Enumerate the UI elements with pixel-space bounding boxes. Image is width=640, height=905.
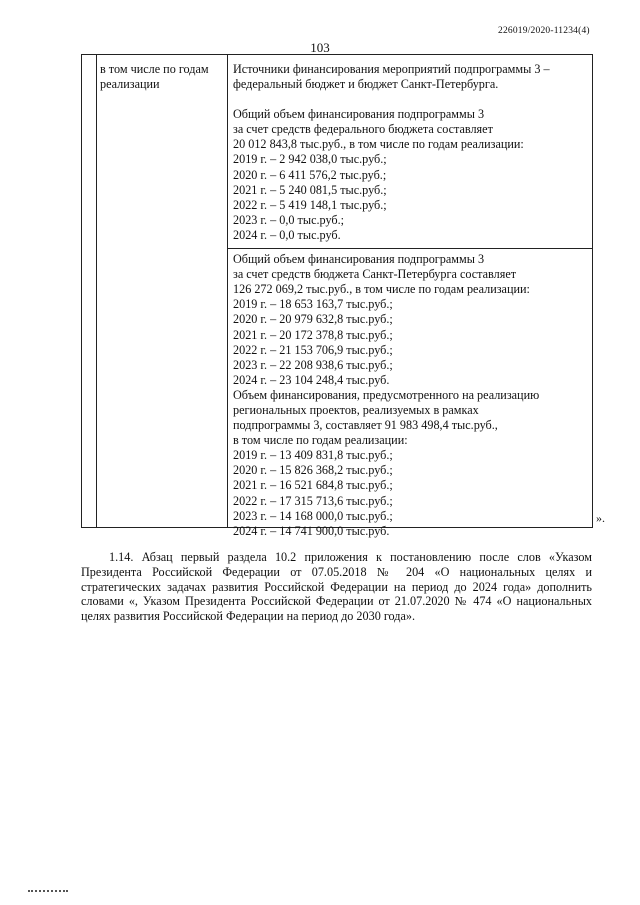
table-row-label: в том числе по годам реализации [96, 55, 228, 527]
cell-divider [228, 248, 592, 249]
document-id: 226019/2020-11234(4) [498, 26, 590, 36]
federal-budget-block: Общий объем финансирования подпрограммы 3 за счет средств федерального бюджета составляет 20 012 843,8 тыс.руб., в том числе по годам реализации: 2019 г. – 2 942 038,0 тыс.руб.; 2020 г. – 6 411 576,2 тыс.руб.; 2021 г. – 5 240 081,5 тыс.руб.; 2022 г. – 5 419 148,1 тыс.руб.; 2023 г. – 0,0 тыс.руб.; 2024 г. – 0,0 тыс.руб. [233, 107, 524, 242]
regional-projects-block: Объем финансирования, предусмотренного на реализацию региональных проектов, реализуемых в рамках подпрограммы 3, составляет 91 983 498,4 тыс.руб., в том числе по годам реализации: 2019 г. – 13 409 831,8 тыс.руб.; 2020 г. – 15 826 368,2 тыс.руб.; 2021 г. – 16 521 684,8 тыс.руб.; 2022 г. – 17 315 713,6 тыс.руб.; 2023 г. – 14 168 000,0 тыс.руб.; 2024 г. – 14 741 900,0 тыс.руб. [233, 387, 540, 538]
spb-budget-block: Общий объем финансирования подпрограммы 3 за счет средств бюджета Санкт-Петербурга составляет 126 272 069,2 тыс.руб., в том числе по годам реализации: 2019 г. – 18 653 163,7 тыс.руб.; 2020 г. – 20 979 632,8 тыс.руб.; 2021 г. – 20 172 378,8 тыс.руб.; 2022 г. – 21 153 706,9 тыс.руб.; 2023 г. – 22 208 938,6 тыс.руб.; 2024 г. – 23 104 248,4 тыс.руб. [233, 252, 530, 387]
amendment-paragraph: 1.14. Абзац первый раздела 10.2 приложения к постановлению после слов «Указом Президента Российской Федерации от 07.05.2018 № 204 «О национальных целях и стратегических задачах развития Российской Федерации на период до 2024 года» дополнить словами «, Указом Президента Российской Федерации от 21.07.2020 № 474 «О национальных целях развития Российской Федерации на период до 2030 года». [81, 550, 592, 624]
page-number: 103 [310, 40, 330, 55]
table-empty-column [82, 55, 97, 527]
scan-artifact-line [28, 890, 68, 892]
table-content-cell [228, 55, 592, 538]
closing-quote: ». [596, 511, 605, 525]
funding-table [81, 54, 593, 538]
funding-sources-text: Источники финансирования мероприятий подпрограммы 3 – федеральный бюджет и бюджет Санкт-Петербурга. [233, 62, 550, 92]
